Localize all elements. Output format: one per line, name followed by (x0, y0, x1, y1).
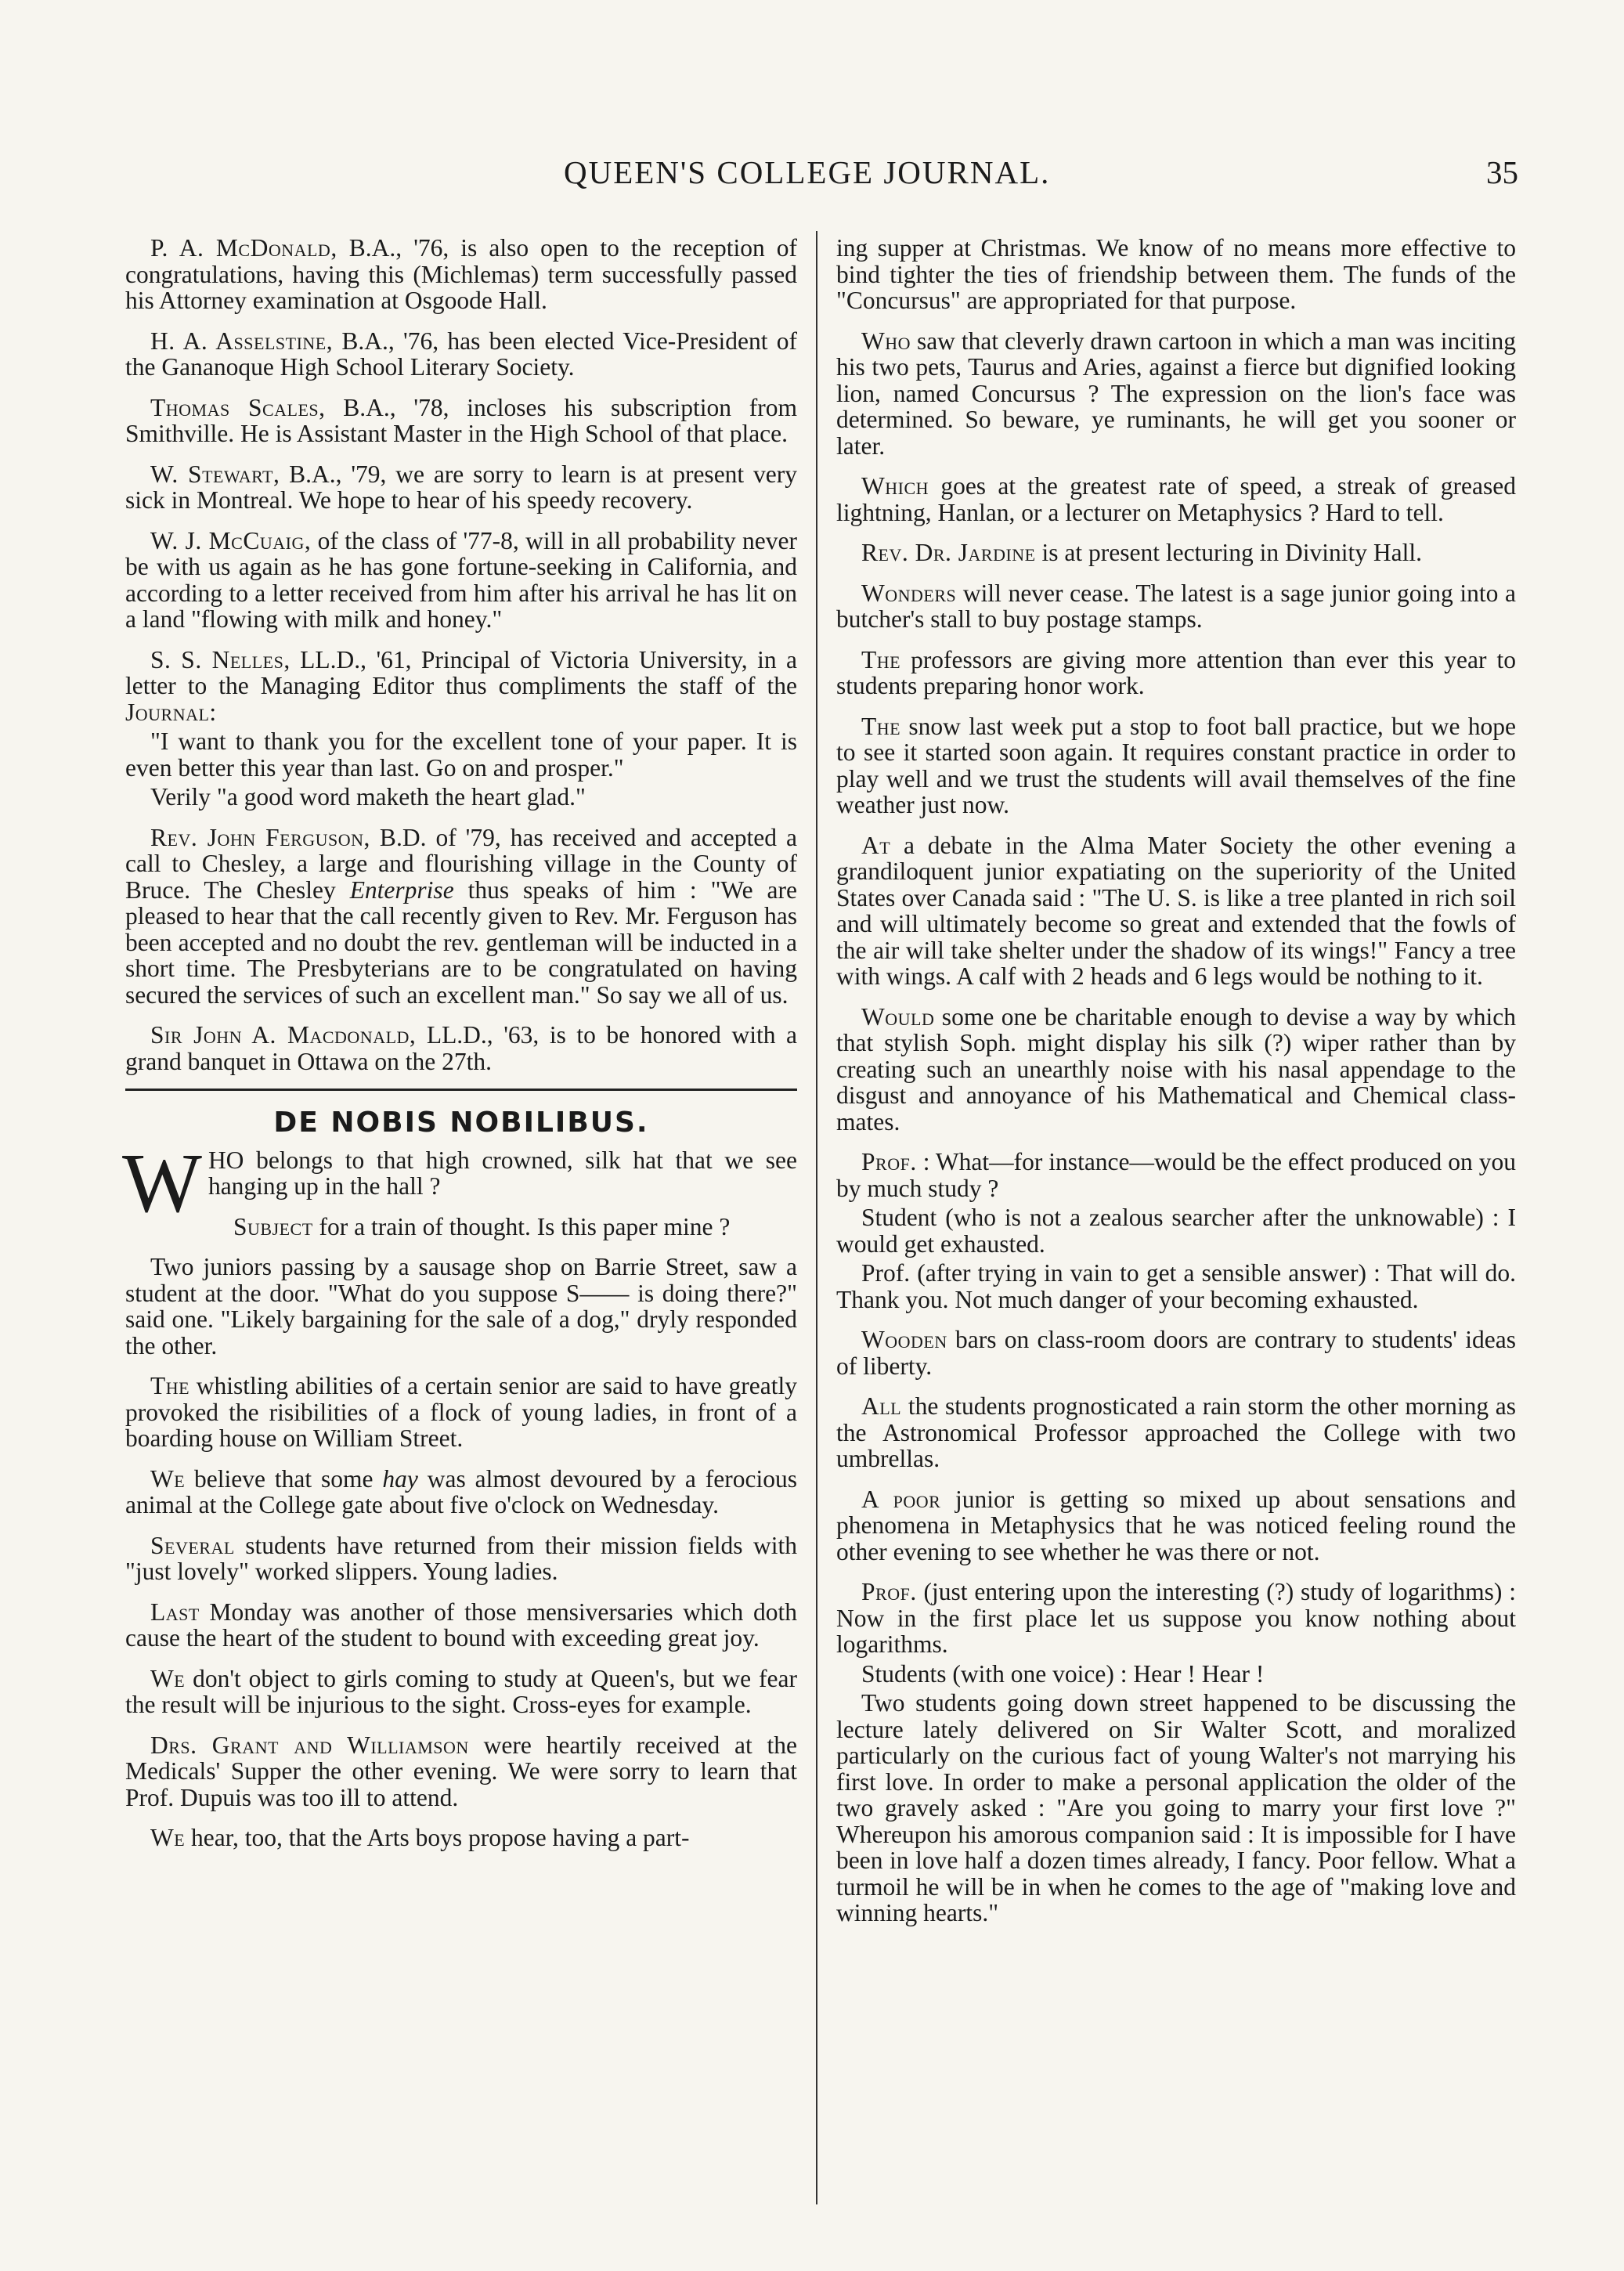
news-item: Two students going down street happened to be discussing the lecture lately delivered on Sir Walter Scott, and moralized particularly on the curious fact of young Walter's not marrying his first love. In order to make a personal application the older of the two gravely asked : "Are you going to marry your first love ?" Whereupon his amorous companion said : It is impossible for I have been in love half a dozen times already, I fancy. Poor fellow. What a turmoil he will be in when he comes to the age of "making love and winning hearts." (836, 1689, 1516, 1926)
news-item: At a debate in the Alma Mater Society the other evening a grandiloquent junior expatiating on the superiority of the United States over Canada said : "The U. S. is like a tree planted in rich soil and will ultimately become so great and extended that the fowls of the air will take shelter under the shadow of its wings!" Fancy a tree with wings. A calf with 2 heads and 6 legs would be nothing to it. (836, 831, 1516, 990)
personal-item: W. J. McCuaig, of the class of '77-8, will in all probability never be with us again as he has gone fortune-seeking in California, and according to a letter received from him after his arrival he has lit on a land "flowing with milk and honey." (125, 526, 798, 633)
dialogue-line: Prof. : What—for instance—would be the effect produced on you by much study ? (836, 1148, 1516, 1202)
page-number: 35 (1486, 154, 1518, 190)
right-column (836, 235, 1516, 1941)
drop-cap: W (122, 1136, 202, 1230)
news-item: WHO belongs to that high crowned, silk hat that we see hanging up in the hall ? (122, 1136, 797, 1230)
dialogue-line: Student (who is not a zealous searcher after the unknowable) : I would get exhausted. (836, 1204, 1516, 1258)
news-item: We don't object to girls coming to study at Queen's, but we fear the result will be injurious to the sight. Cross-eyes for example. (125, 1664, 797, 1718)
person-name: Sir John A. Macdonald, (150, 1021, 417, 1049)
verily-line: Verily "a good word maketh the heart glad." (150, 783, 586, 811)
journal-title: QUEEN'S COLLEGE JOURNAL. (564, 154, 1051, 190)
news-item: The professors are giving more attention than ever this year to students preparing honor work. (836, 645, 1516, 699)
news-item: Subject for a train of thought. Is this paper mine ? (233, 1212, 731, 1240)
person-name: Thomas Scales, (150, 393, 326, 421)
column-divider (816, 231, 817, 2204)
news-item: The whistling abilities of a certain senior are said to have greatly provoked the risibilities of a flock of young ladies, in front of a boarding house on William Street. (125, 1372, 797, 1452)
news-item: Two juniors passing by a sausage shop on Barrie Street, saw a student at the door. "What do you suppose S—— is doing there?" said one. "Likely bargaining for the sale of a dog," dryly responded the other. (125, 1253, 797, 1359)
personal-item: W. Stewart, B.A., '79, we are sorry to learn is at present very sick in Montreal. We hope to hear of his speedy recovery. (125, 460, 797, 514)
news-item: Which goes at the greatest rate of speed, a streak of greased lightning, Hanlan, or a lecturer on Metaphysics ? Hard to tell. (836, 472, 1516, 526)
news-item: Wonders will never cease. The latest is a sage junior going into a butcher's stall to buy postage stamps. (836, 579, 1516, 633)
news-item: Drs. Grant and Williamson were heartily received at the Medicals' Supper the other evening. We were sorry to learn that Prof. Dupuis was too ill to attend. (125, 1731, 798, 1811)
personal-item: P. A. McDonald, B.A., '76, is also open to the reception of congratulations, having this (Michlemas) term successfully passed his Attorney examination at Osgoode Hall. (125, 234, 798, 314)
news-item: ing supper at Christmas. We know of no means more effective to bind tighter the ties of friendship between them. The funds of the "Concursus" are appropriated for that purpose. (836, 234, 1516, 314)
person-name: W. Stewart, (150, 460, 280, 488)
news-item: Would some one be charitable enough to devise a way by which that stylish Soph. might display his silk (?) wiper rather than by creating such an unearthly noise with his nasal appendage to the disgust and annoyance of his Mathematical and Chemical class-mates. (836, 1002, 1516, 1136)
personal-item: H. A. Asselstine, B.A., '76, has been elected Vice-President of the Gananoque High School Literary Society. (125, 327, 797, 381)
person-name: P. A. McDonald, (150, 234, 337, 262)
person-name: W. J. McCuaig, (150, 526, 312, 554)
personal-item: Thomas Scales, B.A., '78, incloses his subscription from Smithville. He is Assistant Master in the High School of that place. (125, 393, 797, 447)
personal-item: Rev. John Ferguson, B.D. of '79, has received and accepted a call to Chesley, a large and flourishing village in the County of Bruce. The Chesley Enterprise thus speaks of him : "We are pleased to hear that the call recently given to Rev. Mr. Ferguson has been accepted and no doubt the rev. gentleman will be inducted in a short time. The Presbyterians are to be congratulated on having secured the services of such an excellent man." So say we all of us. (125, 823, 797, 1009)
news-item: The snow last week put a stop to foot ball practice, but we hope to see it started soon again. It requires constant practice in order to play well and we trust the students will avail themselves of the fine weather just now. (836, 712, 1516, 818)
news-item: A poor junior is getting so mixed up about sensations and phenomena in Metaphysics that he was noticed feeling round the other evening to see whether he was there or not. (836, 1485, 1516, 1565)
news-item: Who saw that cleverly drawn cartoon in which a man was inciting his two pets, Taurus and Aries, against a fierce but dignified looking lion, named Concursus ? The expression on the lion's face was determined. So beware, ye ruminants, he will get you sooner or later. (836, 327, 1516, 460)
news-item: Rev. Dr. Jardine is at present lecturing in Divinity Hall. (861, 539, 1423, 566)
quoted-letter: "I want to thank you for the excellent tone of your paper. It is even better this year than last. Go on and prosper." (125, 728, 797, 782)
left-column (122, 234, 798, 1865)
person-name: Rev. John Ferguson, (150, 823, 370, 851)
news-item: All the students prognosticated a rain storm the other morning as the Astronomical Professor approached the College with two umbrellas. (836, 1392, 1516, 1472)
person-name: H. A. Asselstine, (150, 327, 334, 355)
news-item: We hear, too, that the Arts boys propose having a part- (150, 1824, 690, 1851)
dialogue-line: Prof. (just entering upon the interesting (?) study of logarithms) : Now in the first place let us suppose you know nothing about logarithms. (836, 1578, 1516, 1658)
person-name: S. S. Nelles, (150, 645, 291, 673)
dialogue-line: Students (with one voice) : Hear ! Hear ! (861, 1659, 1265, 1688)
personal-item: S. S. Nelles, LL.D., '61, Principal of Victoria University, in a letter to the Managing Editor thus compliments the staff of the Journal: (125, 645, 797, 726)
page-header (0, 153, 1624, 200)
section-heading: DE NOBIS NOBILIBUS. (273, 1107, 649, 1139)
newspaper-name: Enterprise (349, 876, 454, 904)
section-rule (125, 1089, 797, 1091)
dialogue-line: Prof. (after trying in vain to get a sensible answer) : That will do. Thank you. Not much danger of your becoming exhausted. (836, 1259, 1516, 1313)
news-item: Last Monday was another of those mensiversaries which doth cause the heart of the student to bound with exceeding great joy. (125, 1598, 797, 1652)
personal-item: Sir John A. Macdonald, LL.D., '63, is to be honored with a grand banquet in Ottawa on the 27th. (125, 1021, 797, 1075)
news-item: Several students have returned from their mission fields with "just lovely" worked slippers. Young ladies. (125, 1531, 797, 1585)
news-item: We believe that some hay was almost devoured by a ferocious animal at the College gate about five o'clock on Wednesday. (125, 1464, 797, 1518)
news-item: Wooden bars on class-room doors are contrary to students' ideas of liberty. (836, 1326, 1516, 1380)
